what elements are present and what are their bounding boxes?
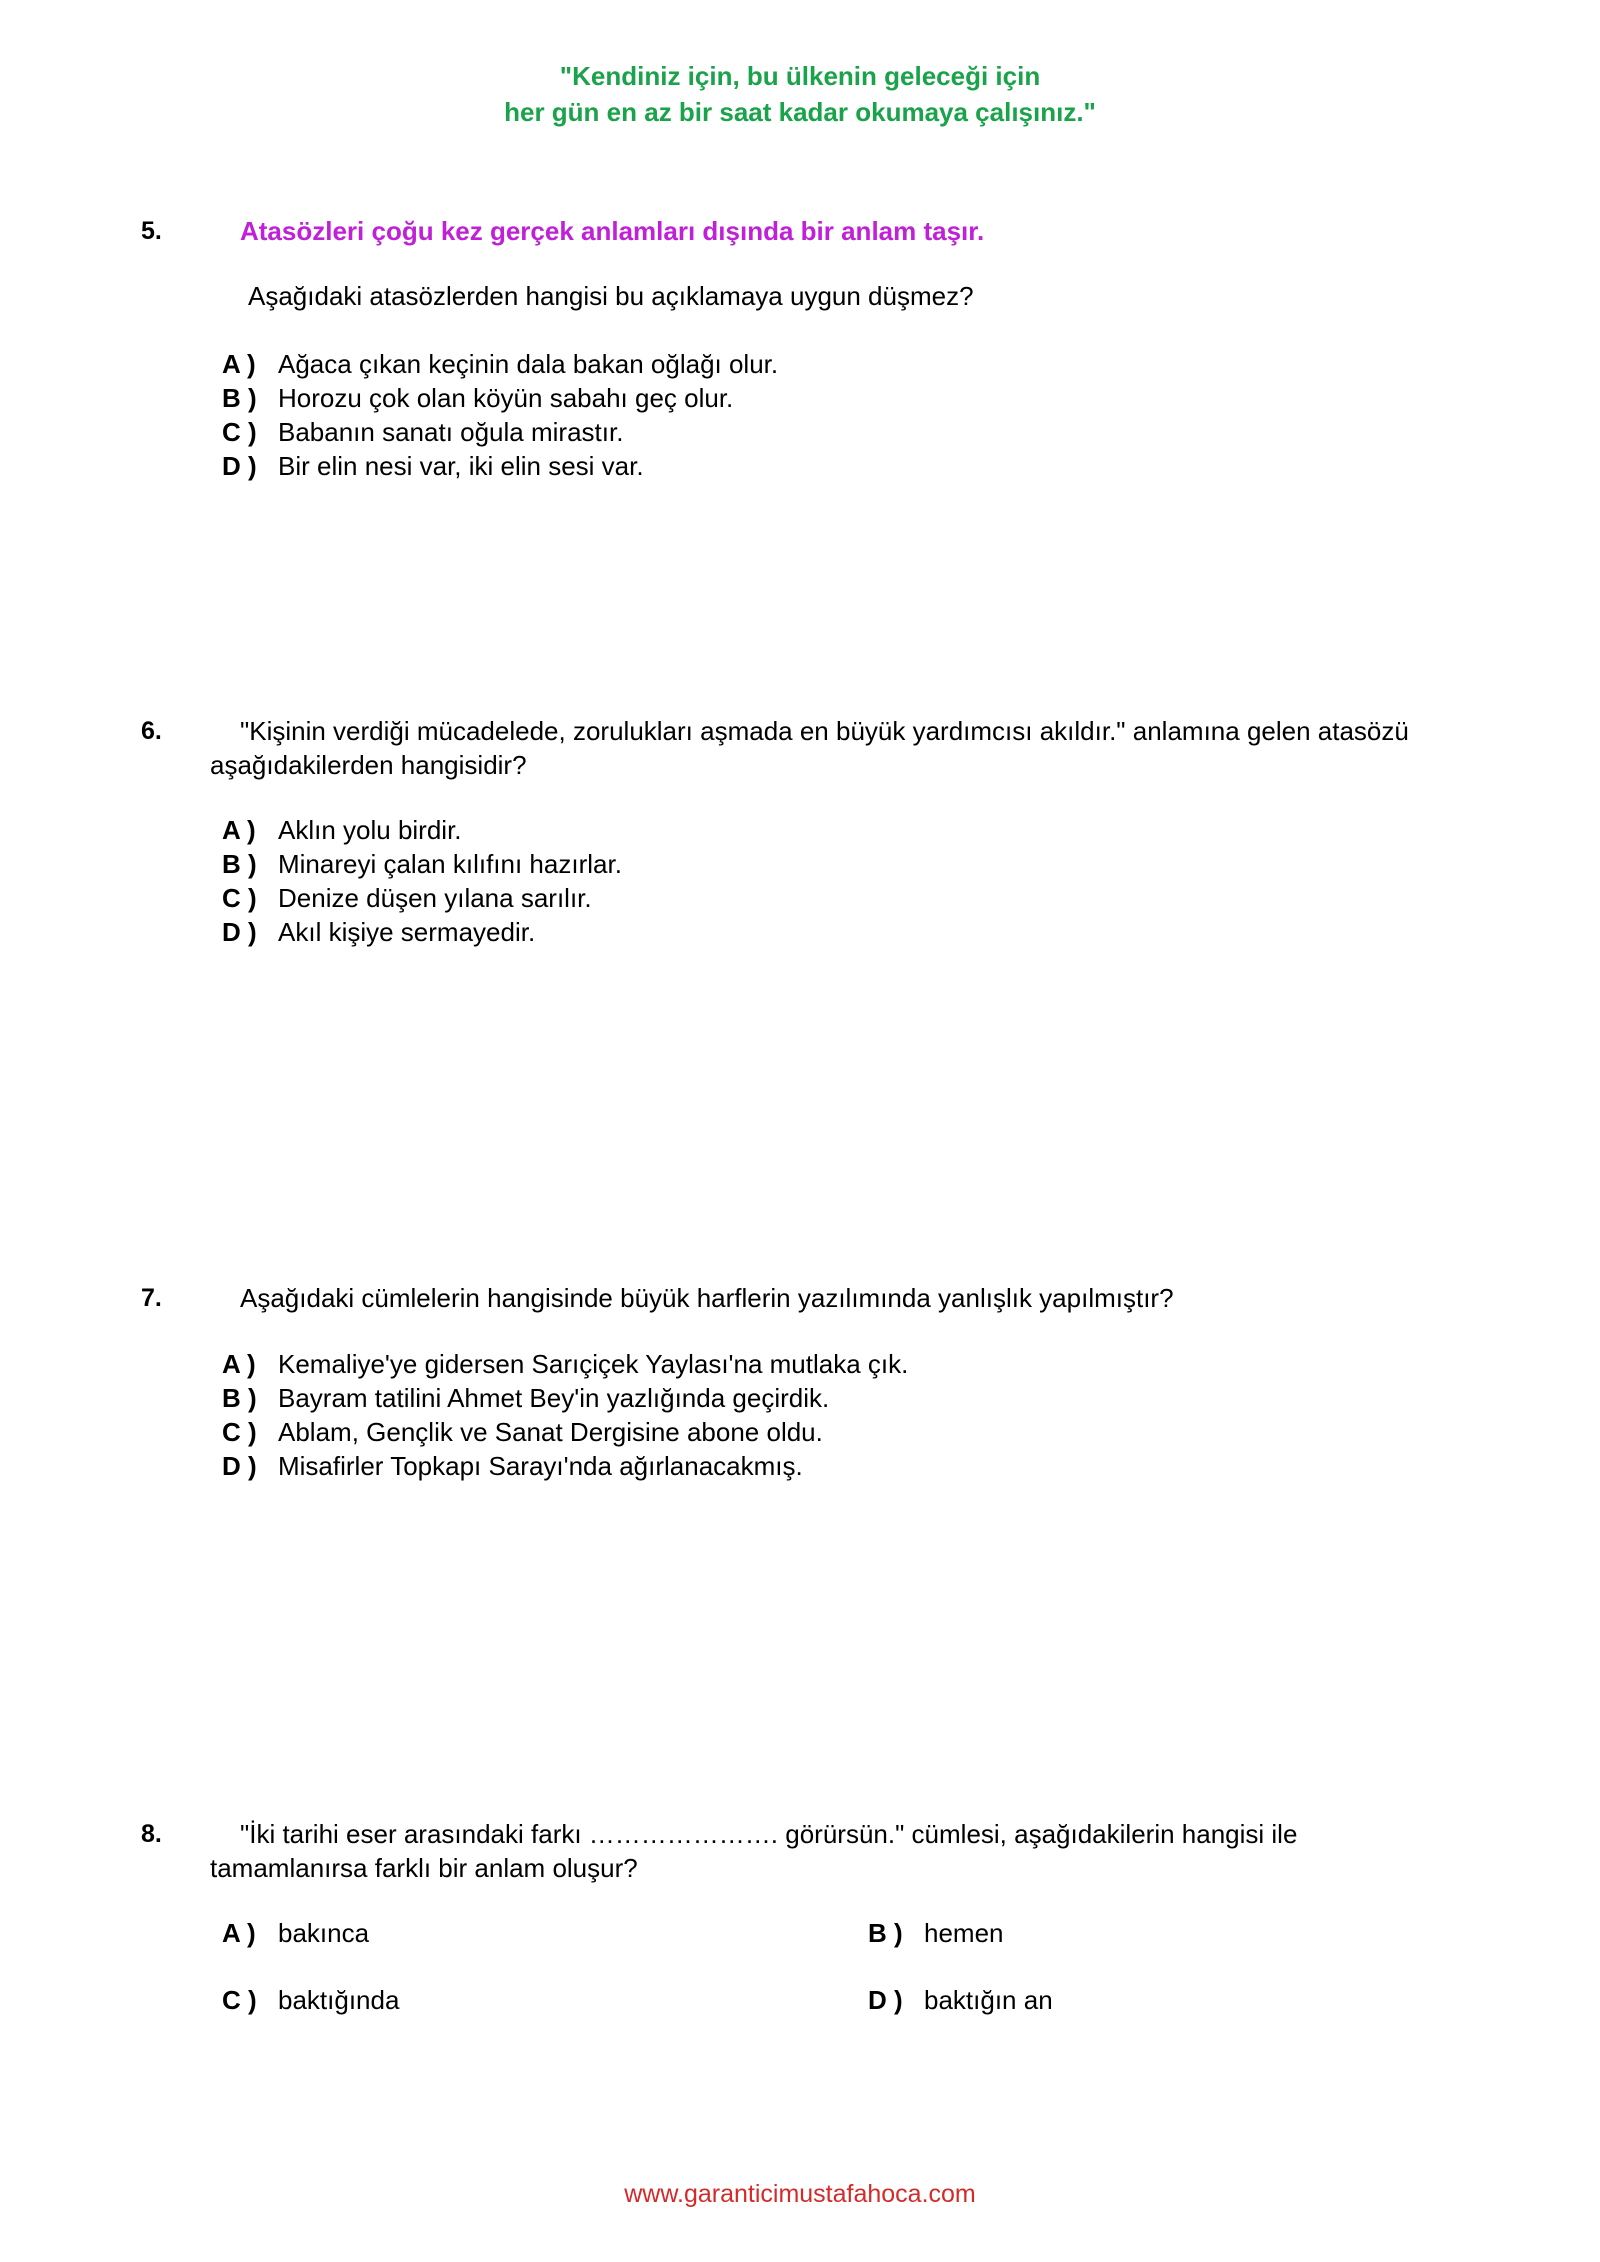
option-letter: C ) — [222, 883, 257, 913]
option-letter: A ) — [222, 1918, 256, 1948]
option-b[interactable] — [868, 1916, 1308, 1950]
question-number: 5. — [141, 217, 162, 245]
option-row — [222, 1916, 1322, 1983]
option-grid — [222, 1916, 1322, 2050]
option-letter: C ) — [222, 1417, 257, 1447]
option-text: Bayram tatilini Ahmet Bey'in yazlığında geçirdik. — [278, 1383, 830, 1413]
option-b[interactable] — [222, 381, 778, 415]
option-letter: B ) — [222, 383, 257, 413]
option-letter: B ) — [222, 849, 257, 879]
option-text: hemen — [924, 1918, 1004, 1948]
question-stem: Aşağıdaki cümlelerin hangisinde büyük harflerin yazılımında yanlışlık yapılmıştır? — [240, 1283, 1174, 1313]
option-letter: A ) — [222, 349, 256, 379]
option-letter: D ) — [222, 1451, 257, 1481]
option-text: Misafirler Topkapı Sarayı'nda ağırlanacakmış. — [278, 1451, 803, 1481]
option-c[interactable] — [222, 415, 778, 449]
option-letter: C ) — [222, 1985, 257, 2015]
option-letter: C ) — [222, 417, 257, 447]
option-text: Bir elin nesi var, iki elin sesi var. — [278, 451, 644, 481]
question-prompt: Aşağıdaki atasözlerden hangisi bu açıklamaya uygun düşmez? — [248, 281, 974, 311]
option-text: Babanın sanatı oğula mirastır. — [278, 417, 624, 447]
motto-line-2: her gün en az bir saat kadar okumaya çalışınız." — [504, 97, 1096, 127]
option-text: baktığın an — [924, 1985, 1053, 2015]
option-b[interactable] — [222, 1381, 908, 1415]
option-letter: D ) — [222, 451, 257, 481]
option-letter: D ) — [222, 917, 257, 947]
question-stem: Atasözleri çoğu kez gerçek anlamları dışında bir anlam taşır. — [240, 216, 985, 246]
option-letter: A ) — [222, 815, 256, 845]
option-c[interactable] — [222, 1415, 908, 1449]
question-number: 8. — [141, 1820, 162, 1848]
option-text: Akıl kişiye sermayedir. — [278, 917, 536, 947]
option-letter: A ) — [222, 1349, 256, 1379]
option-text: Denize düşen yılana sarılır. — [278, 883, 592, 913]
option-text: baktığında — [278, 1985, 400, 2015]
option-d[interactable] — [222, 1449, 908, 1483]
option-c[interactable] — [222, 1983, 868, 2017]
question-number: 6. — [141, 717, 162, 745]
motto — [0, 58, 1600, 130]
option-letter: B ) — [868, 1918, 903, 1948]
option-a[interactable] — [222, 1916, 868, 1950]
option-a[interactable] — [222, 1347, 908, 1381]
option-d[interactable] — [222, 915, 622, 949]
option-text: Ağaca çıkan keçinin dala bakan oğlağı olur. — [278, 349, 779, 379]
option-text: Minareyi çalan kılıfını hazırlar. — [278, 849, 622, 879]
option-d[interactable] — [222, 449, 778, 483]
option-text: bakınca — [278, 1918, 370, 1948]
option-text: Ablam, Gençlik ve Sanat Dergisine abone oldu. — [278, 1417, 823, 1447]
option-text: Kemaliye'ye gidersen Sarıçiçek Yaylası'na mutlaka çık. — [278, 1349, 909, 1379]
option-text: Horozu çok olan köyün sabahı geç olur. — [278, 383, 734, 413]
option-text: Aklın yolu birdir. — [278, 815, 462, 845]
question-stem: "Kişinin verdiği mücadelede, zorulukları aşmada en büyük yardımcısı akıldır." anlamına gelen atasözü aşağıdakilerden hangisidir? — [210, 716, 1409, 780]
option-d[interactable] — [868, 1983, 1308, 2017]
motto-line-1: "Kendiniz için, bu ülkenin geleceği için — [559, 61, 1041, 91]
option-c[interactable] — [222, 881, 622, 915]
option-list — [222, 813, 622, 949]
option-list — [222, 1347, 908, 1483]
option-b[interactable] — [222, 847, 622, 881]
question-stem: "İki tarihi eser arasındaki farkı …………………. görürsün." cümlesi, aşağıdakilerin hangisi ile tamamlanırsa farklı bir anlam oluşur? — [210, 1819, 1298, 1883]
option-list — [222, 347, 778, 483]
option-a[interactable] — [222, 347, 778, 381]
option-letter: B ) — [222, 1383, 257, 1413]
footer-website[interactable]: www.garanticimustafahoca.com — [624, 2180, 976, 2208]
option-a[interactable] — [222, 813, 622, 847]
option-letter: D ) — [868, 1985, 903, 2015]
option-row — [222, 1983, 1322, 2050]
question-number: 7. — [141, 1284, 162, 1312]
